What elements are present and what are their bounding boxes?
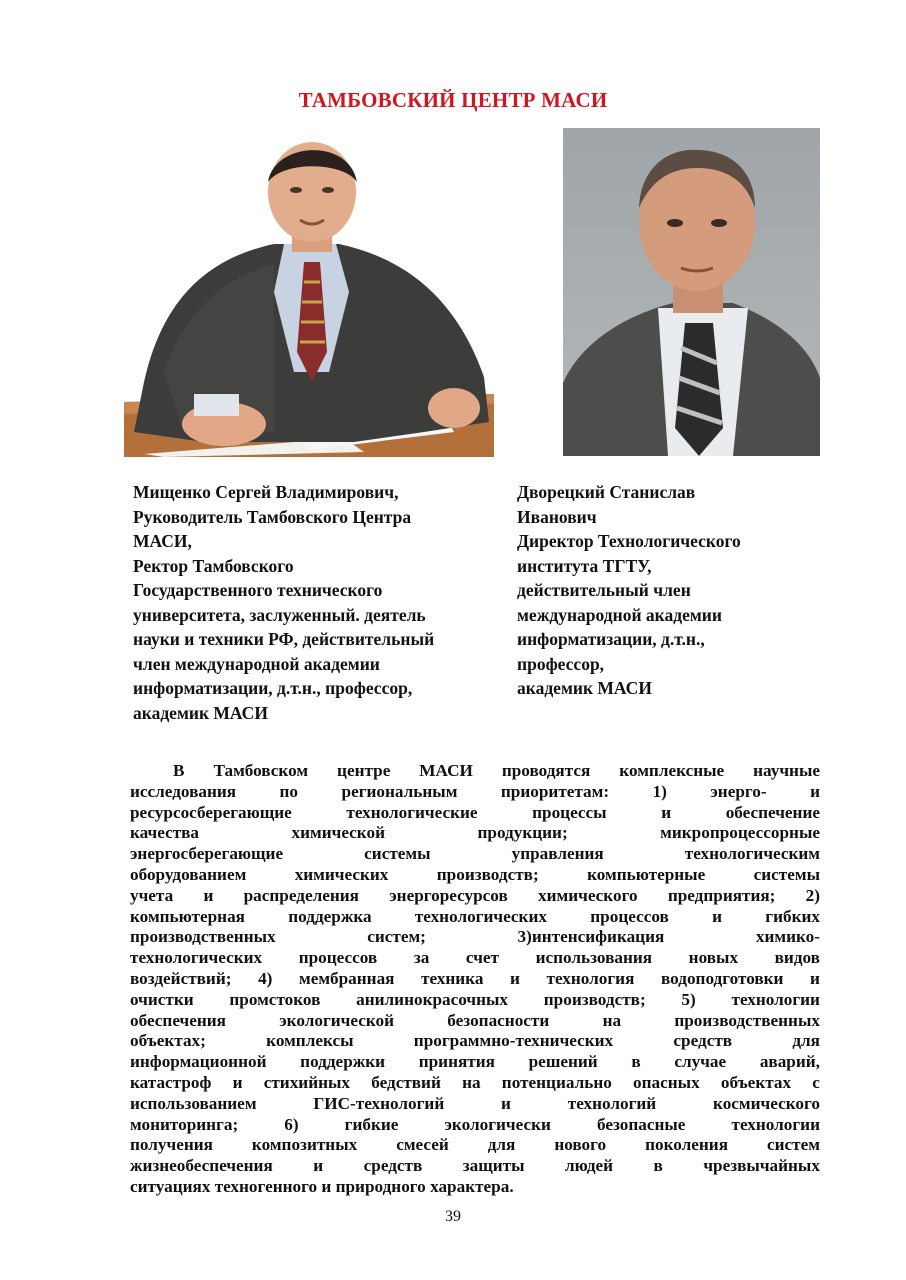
body-paragraph (130, 761, 820, 1198)
body-line: энергосберегающие системы управления технологическим (130, 844, 820, 864)
page-number: 39 (445, 1208, 461, 1225)
body-line: ситуациях техногенного и природного характера. (130, 1176, 514, 1196)
caption-line: Ректор Тамбовского (133, 555, 294, 576)
page-title: ТАМБОВСКИЙ ЦЕНТР МАСИ (298, 88, 608, 112)
caption-line: Иванович (517, 506, 597, 527)
portrait-photo-right (563, 128, 820, 456)
caption-line: института ТГТУ, (517, 555, 652, 576)
body-line: учета и распределения энергоресурсов химического предприятия; 2) (130, 885, 820, 905)
caption-line: академик МАСИ (517, 678, 652, 698)
caption-line: университета, заслуженный. деятель (133, 604, 426, 625)
caption-line: действительный член (517, 580, 691, 600)
body-line: В Тамбовском центре МАСИ проводятся комплексные научные (173, 761, 820, 780)
caption-line: Государственного технического (133, 580, 383, 600)
body-line: объектах; комплексы программно-технических средств для (130, 1031, 820, 1051)
portrait-photo-left (124, 132, 494, 457)
body-line: производственных систем; 3)интенсификация химико- (130, 927, 820, 947)
body-line: оборудованием химических производств; компьютерные системы (130, 864, 820, 884)
caption-line: Руководитель Тамбовского Центра (133, 506, 412, 527)
body-line: информационной поддержки принятия решений в случае аварий, (130, 1052, 820, 1072)
body-line: качества химической продукции; микропроцессорные (130, 823, 820, 843)
caption-line: профессор, (517, 653, 605, 674)
body-line: получения композитных смесей для нового поколения систем (130, 1135, 820, 1155)
body-line: технологических процессов за счет использования новых видов (130, 948, 820, 968)
body-line: ресурсосберегающие технологические процессы и обеспечение (130, 802, 820, 822)
caption-line: международной академии (517, 604, 722, 625)
caption-line: Мищенко Сергей Владимирович, (133, 482, 399, 502)
caption-line: информатизации, д.т.н., профессор, (133, 678, 413, 698)
body-line: использованием ГИС-технологий и технологий космического (130, 1093, 820, 1113)
caption-line: Директор Технологического (517, 531, 741, 551)
body-line: очистки промстоков анилинокрасочных производств; 5) технологии (130, 989, 820, 1009)
caption-line: академик МАСИ (133, 702, 268, 723)
body-line: исследования по региональным приоритетам: 1) энерго- и (130, 781, 820, 801)
caption-line: науки и техники РФ, действительный (133, 629, 435, 649)
caption-left (133, 480, 513, 725)
body-line: обеспечения экологической безопасности на производственных (130, 1010, 820, 1030)
caption-line: МАСИ, (133, 531, 192, 551)
body-line: катастроф и стихийных бедствий на потенциально опасных объектах с (130, 1072, 820, 1092)
caption-line: член международной академии (133, 653, 380, 674)
body-line: мониторинга; 6) гибкие экологически безопасные технологии (130, 1114, 820, 1134)
body-line: компьютерная поддержка технологических процессов и гибких (130, 906, 820, 926)
body-line: воздействий; 4) мембранная техника и технология водоподготовки и (130, 968, 820, 988)
caption-right (517, 480, 817, 701)
body-line: жизнеобеспечения и средств защиты людей в чрезвычайных (130, 1156, 820, 1176)
caption-line: Дворецкий Станислав (517, 482, 696, 502)
caption-line: информатизации, д.т.н., (517, 629, 705, 649)
